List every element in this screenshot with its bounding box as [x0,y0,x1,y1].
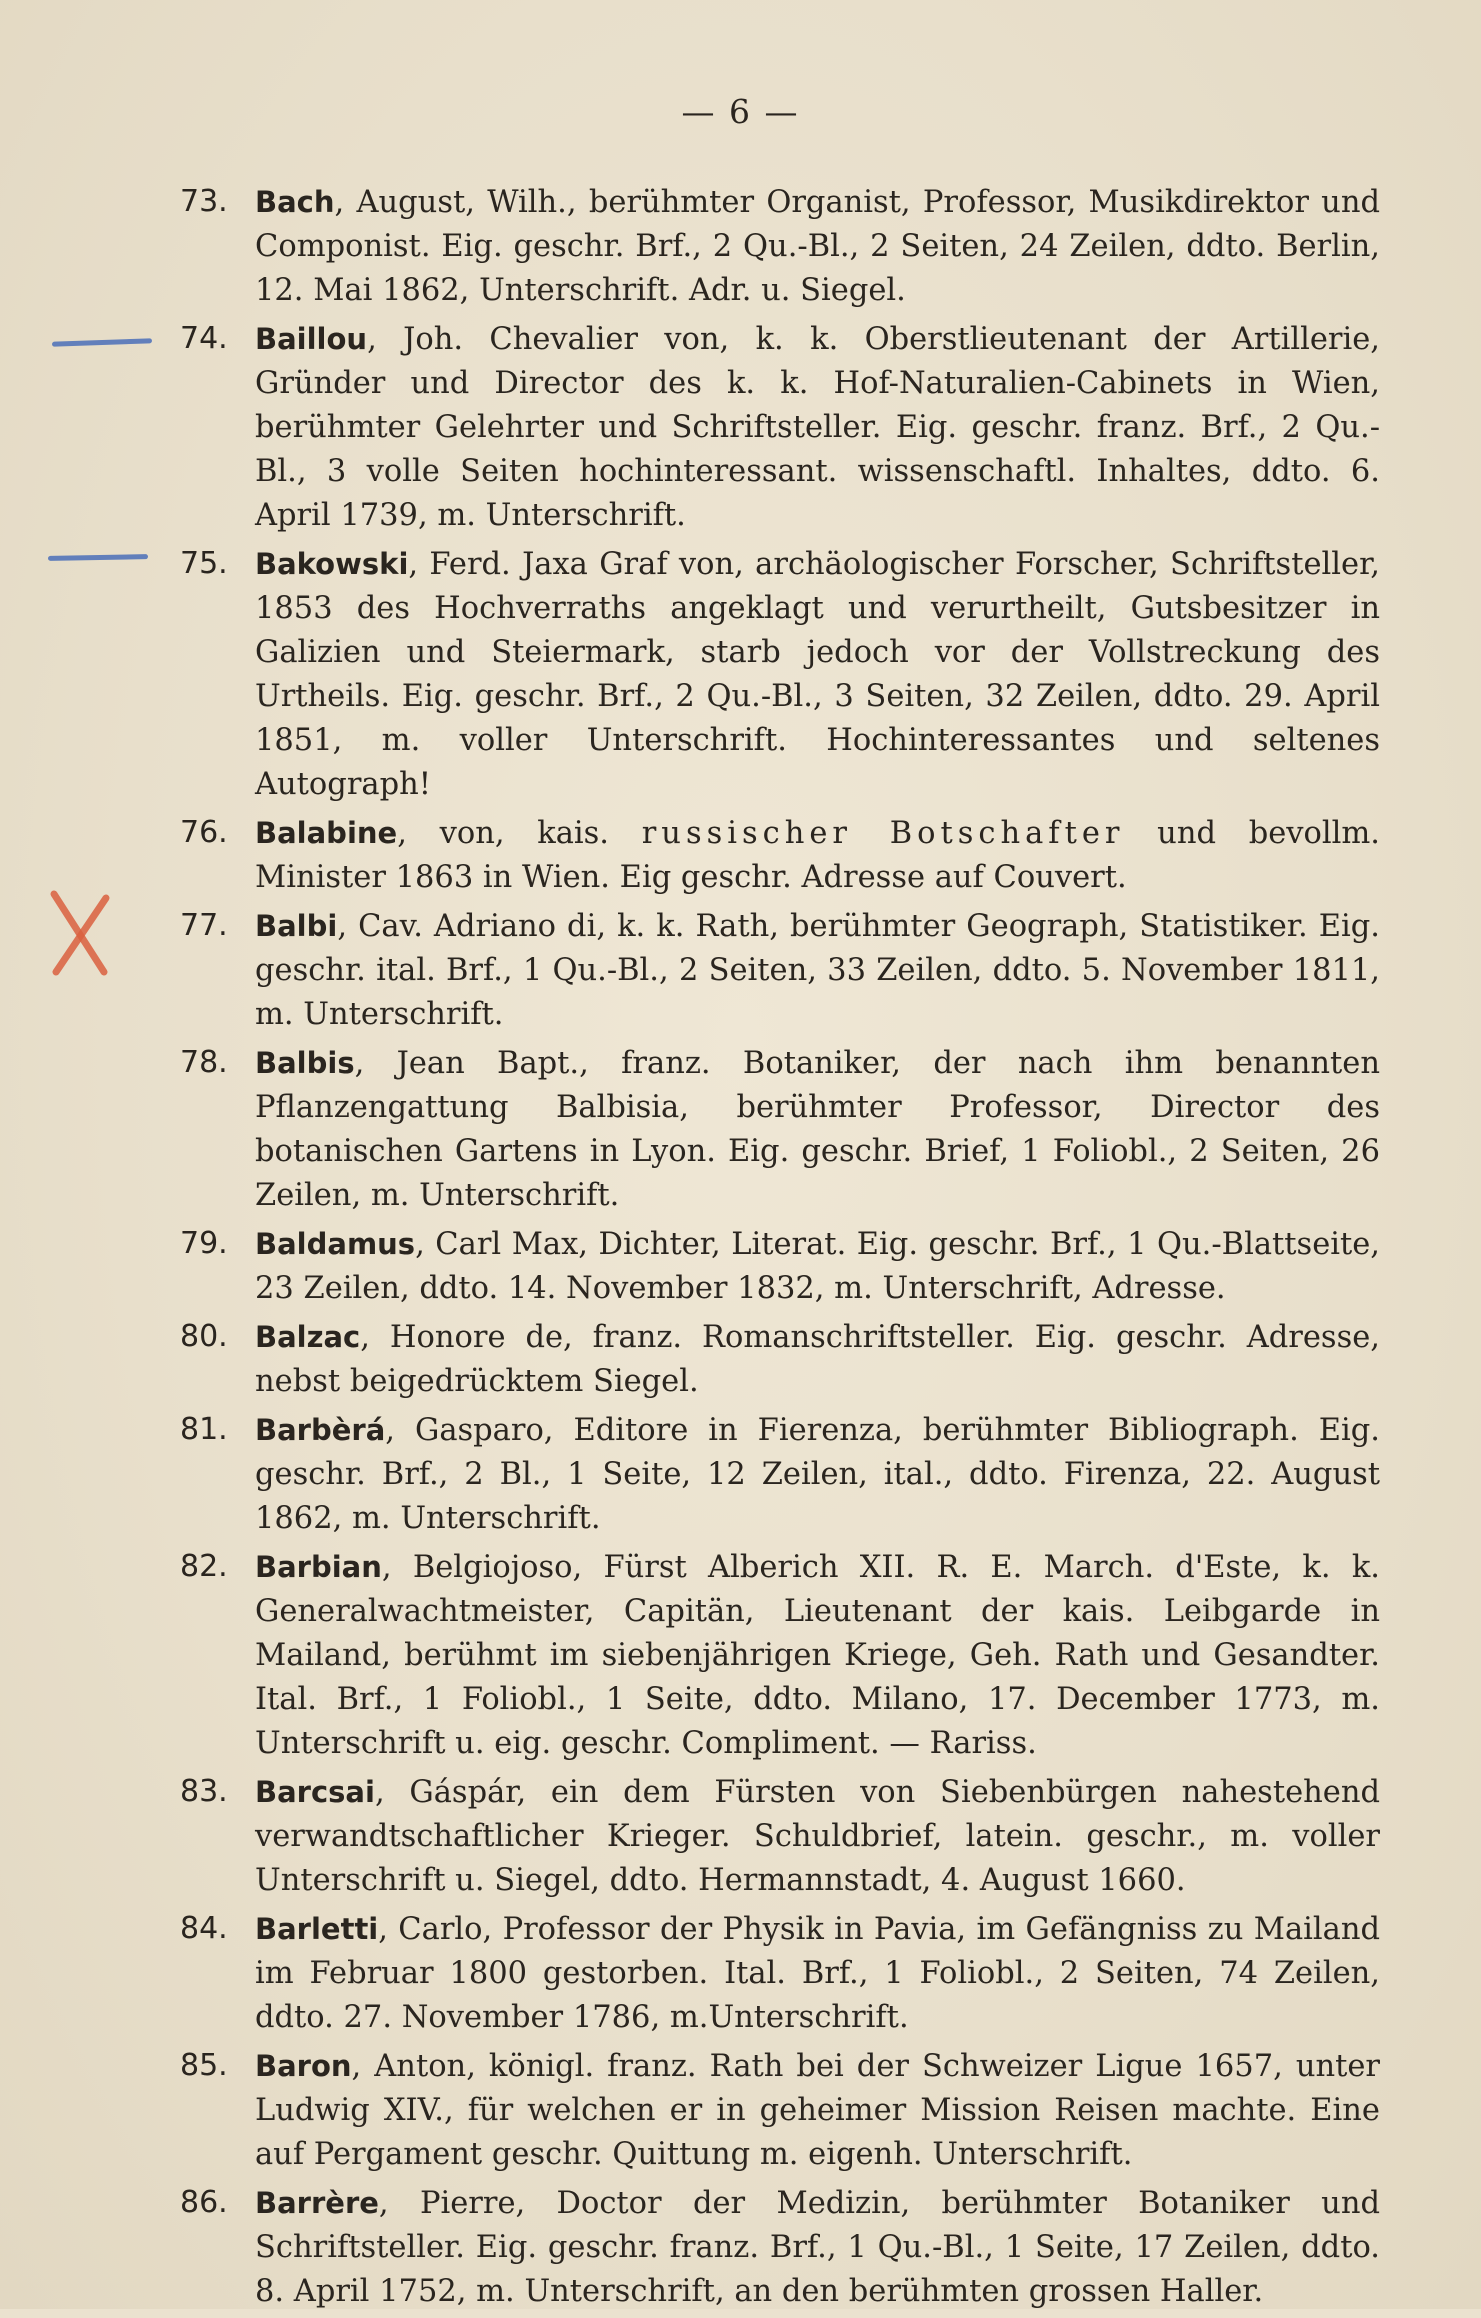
entry-text: , Pierre, Doctor der Medizin, berühmter Botaniker und Schriftsteller. Eig. geschr. franz. Brf., 1 Qu.-Bl., 1 Seite, 17 Zeilen, ddto. 8. April 1752, m. Unterschrift, an den berühmten grossen Haller. [255,2186,1380,2309]
entry-number: 84. [180,1911,228,1946]
entry-text: , Gasparo, Editore in Fierenza, berühmter Bibliograph. Eig. geschr. Brf., 2 Bl., 1 Seite, 12 Zeilen, ital., ddto. Firenza, 22. August 1862, m. Unterschrift. [255,1413,1380,1536]
catalog-entry [180,542,1380,807]
entry-text: , Carlo, Professor der Physik in Pavia, im Gefängniss zu Mailand im Februar 1800 gestorben. Ital. Brf., 1 Foliobl., 2 Seiten, 74 Zeilen, ddto. 27. November 1786, m.Unterschrift. [255,1912,1380,2035]
catalog-entry [180,811,1380,900]
entry-number: 80. [180,1319,228,1354]
entry-number: 74. [180,321,228,356]
entry-text: , Belgiojoso, Fürst Alberich XII. R. E. March. d'Este, k. k. Generalwachtmeister, Capitän, Lieutenant der kais. Leibgarde in Mailand, berühmt im siebenjährigen Kriege, Geh. Rath und Gesandter. Ital. Brf., 1 Foliobl., 1 Seite, ddto. Milano, 17. December 1773, m. Unterschrift u. eig. geschr. Compliment. — Rariss. [255,1550,1380,1761]
blue-margin-mark [48,554,148,561]
entry-text: , Honore de, franz. Romanschriftsteller. Eig. geschr. Adresse, nebst beigedrücktem Siegel. [255,1320,1380,1399]
entry-text-spaced: russischer Botschafter [641,816,1125,851]
entry-number: 85. [180,2048,228,2083]
entry-number: 78. [180,1045,228,1080]
entry-number: 77. [180,908,228,943]
entry-text: , Ferd. Jaxa Graf von, archäologischer Forscher, Schriftsteller, 1853 des Hochverraths angeklagt und verurtheilt, Gutsbesitzer in Galizien und Steiermark, starb jedoch vor der Vollstreckung des Urtheils. Eig. geschr. Brf., 2 Qu.-Bl., 3 Seiten, 32 Zeilen, ddto. 29. April 1851, m. voller Unterschrift. Hochinteressantes und seltenes Autograph! [255,547,1380,802]
entry-name: Bach [255,185,335,219]
entry-text: , Anton, königl. franz. Rath bei der Schweizer Ligue 1657, unter Ludwig XIV., für welchen er in geheimer Mission Reisen machte. Eine auf Pergament geschr. Quittung m. eigenh. Unterschrift. [255,2049,1380,2172]
page-number: — 6 — [681,92,800,131]
entry-number: 82. [180,1549,228,1584]
catalog-entry [180,1545,1380,1766]
entry-text: und bevollm. Minister 1863 in Wien. Eig geschr. Adresse auf Couvert. [255,816,1380,895]
entry-text: , Joh. Chevalier von, k. k. Oberstlieutenant der Artillerie, Gründer und Director des k. k. Hof-Naturalien-Cabinets in Wien, berühmter Gelehrter und Schriftsteller. Eig. geschr. franz. Brf., 2 Qu.-Bl., 3 volle Seiten hochinteressant. wissenschaftl. Inhaltes, ddto. 6. April 1739, m. Unterschrift. [255,322,1380,533]
catalog-entries [180,180,1380,2318]
catalog-entry [180,2044,1380,2177]
entry-name: Baron [255,2049,352,2083]
entry-name: Barcsai [255,1775,375,1809]
entry-number: 76. [180,815,228,850]
catalog-entry [180,180,1380,313]
entry-text-before: , von, kais. [397,816,642,851]
catalog-entry [180,1222,1380,1311]
entry-name: Barbèrá [255,1413,386,1447]
entry-text: , Cav. Adriano di, k. k. Rath, berühmter Geograph, Statistiker. Eig. geschr. ital. Brf., 1 Qu.-Bl., 2 Seiten, 33 Zeilen, ddto. 5. November 1811, m. Unterschrift. [255,909,1380,1032]
entry-number: 73. [180,184,228,219]
entry-name: Baldamus [255,1227,416,1261]
catalog-entry [180,1408,1380,1541]
entry-text: , Carl Max, Dichter, Literat. Eig. geschr. Brf., 1 Qu.-Blattseite, 23 Zeilen, ddto. 14. November 1832, m. Unterschrift, Adresse. [255,1227,1380,1306]
entry-name: Balzac [255,1320,361,1354]
entry-number: 81. [180,1412,228,1447]
entry-name: Balbi [255,909,338,943]
entry-name: Barrère [255,2186,379,2220]
catalog-entry [180,1907,1380,2040]
catalog-entry [180,904,1380,1037]
entry-name: Baillou [255,322,368,356]
catalog-entry [180,1770,1380,1903]
catalog-entry [180,2181,1380,2314]
entry-name: Balbis [255,1046,355,1080]
entry-name: Bakowski [255,547,409,581]
entry-number: 86. [180,2185,228,2220]
catalog-entry [180,1041,1380,1218]
catalog-entry [180,317,1380,538]
entry-name: Barbian [255,1550,382,1584]
entry-name: Balabine [255,816,398,850]
entry-text: , Gáspár, ein dem Fürsten von Siebenbürgen nahestehend verwandtschaftlicher Krieger. Schuldbrief, latein. geschr., m. voller Unterschrift u. Siegel, ddto. Hermannstadt, 4. August 1660. [255,1775,1380,1898]
red-x-mark [44,888,116,978]
entry-text: , Jean Bapt., franz. Botaniker, der nach ihm benannten Pflanzengattung Balbisia, berühmter Professor, Director des botanischen Gartens in Lyon. Eig. geschr. Brief, 1 Foliobl., 2 Seiten, 26 Zeilen, m. Unterschrift. [255,1046,1380,1213]
catalog-entry [180,1315,1380,1404]
entry-number: 75. [180,546,228,581]
entry-number: 83. [180,1774,228,1809]
blue-margin-mark [52,338,152,346]
entry-text: , August, Wilh., berühmter Organist, Professor, Musikdirektor und Componist. Eig. geschr. Brf., 2 Qu.-Bl., 2 Seiten, 24 Zeilen, ddto. Berlin, 12. Mai 1862, Unterschrift. Adr. u. Siegel. [255,185,1380,308]
entry-number: 79. [180,1226,228,1261]
entry-name: Barletti [255,1912,379,1946]
